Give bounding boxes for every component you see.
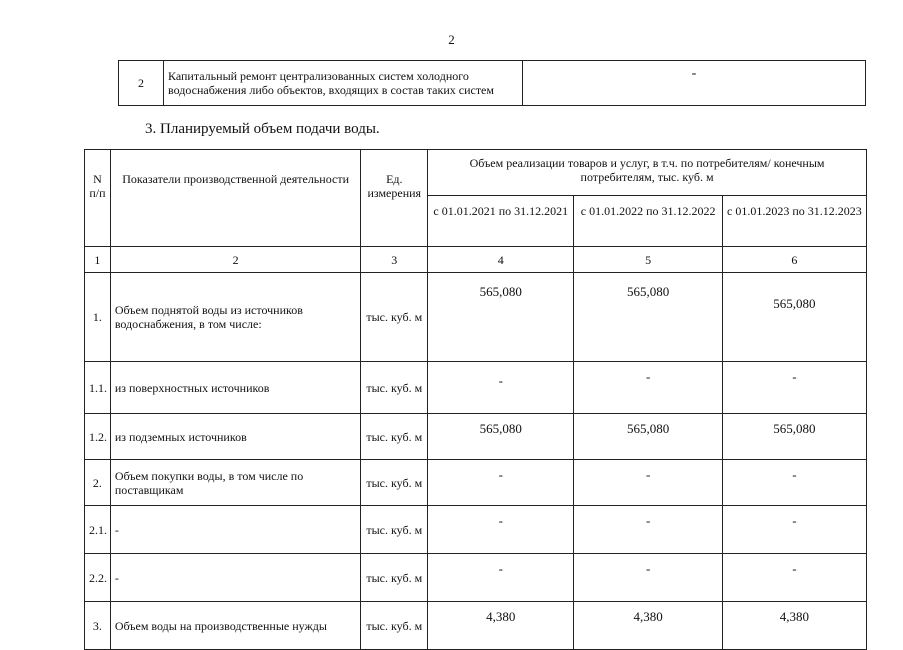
row-name: Объем покупки воды, в том числе по поставщикам	[110, 460, 361, 506]
row-name: -	[110, 554, 361, 602]
table-row	[85, 506, 867, 554]
table-row	[85, 414, 867, 460]
col-number: 3	[361, 247, 428, 273]
row-number: 3.	[85, 602, 111, 650]
row-unit: тыс. куб. м	[361, 554, 428, 602]
value-2022: -	[574, 460, 722, 506]
table-row	[85, 602, 867, 650]
row-number: 2.	[85, 460, 111, 506]
col-number: 1	[85, 247, 111, 273]
value-2021: 565,080	[428, 273, 574, 362]
row-unit: тыс. куб. м	[361, 362, 428, 414]
row-name: -	[110, 506, 361, 554]
table-row	[85, 273, 867, 362]
row-name: из поверхностных источников	[110, 362, 361, 414]
row-unit: тыс. куб. м	[361, 602, 428, 650]
value-2021: -	[428, 554, 574, 602]
row-number: 1.	[85, 273, 111, 362]
header-indicator: Показатели производственной деятельности	[110, 150, 361, 247]
header-period-2021: с 01.01.2021 по 31.12.2021	[428, 196, 574, 247]
header-period-2023: с 01.01.2023 по 31.12.2023	[722, 196, 866, 247]
value-2023: -	[722, 554, 866, 602]
value-2021: -	[428, 362, 574, 414]
header-period-2022: с 01.01.2022 по 31.12.2022	[574, 196, 722, 247]
row-unit: тыс. куб. м	[361, 506, 428, 554]
value-2023: 565,080	[722, 414, 866, 460]
row-unit: тыс. куб. м	[361, 414, 428, 460]
value-2023: -	[722, 362, 866, 414]
value-2021: 565,080	[428, 414, 574, 460]
row-number: 2.2.	[85, 554, 111, 602]
value-2023: 565,080	[722, 273, 866, 362]
row-name: Объем поднятой воды из источников водоснабжения, в том числе:	[110, 273, 361, 362]
value-2022: 4,380	[574, 602, 722, 650]
col-number: 4	[428, 247, 574, 273]
row-unit: тыс. куб. м	[361, 273, 428, 362]
col-number: 2	[110, 247, 361, 273]
top-table	[118, 60, 866, 106]
value-2022: -	[574, 554, 722, 602]
value-2022: -	[574, 506, 722, 554]
row-number: 2.1.	[85, 506, 111, 554]
header-row	[85, 150, 867, 196]
value-2023: 4,380	[722, 602, 866, 650]
col-number: 5	[574, 247, 722, 273]
row-number: 1.1.	[85, 362, 111, 414]
row-number: 1.2.	[85, 414, 111, 460]
value-2022: -	[574, 362, 722, 414]
table-row	[85, 554, 867, 602]
value-2023: -	[722, 460, 866, 506]
table-row	[85, 362, 867, 414]
water-supply-table	[84, 149, 867, 650]
row-unit: тыс. куб. м	[361, 460, 428, 506]
value-2021: 4,380	[428, 602, 574, 650]
header-num: N п/п	[85, 150, 111, 247]
row-text: Капитальный ремонт централизованных систем холодного водоснабжения либо объектов, входящих в состав таких систем	[164, 61, 523, 106]
value-2022: 565,080	[574, 273, 722, 362]
header-volume: Объем реализации товаров и услуг, в т.ч. по потребителям/ конечным потребителям, тыс. куб. м	[428, 150, 867, 196]
value-2021: -	[428, 460, 574, 506]
row-name: из подземных источников	[110, 414, 361, 460]
value-2022: 565,080	[574, 414, 722, 460]
value-2021: -	[428, 506, 574, 554]
col-number: 6	[722, 247, 866, 273]
table-row	[85, 460, 867, 506]
row-value: -	[523, 61, 866, 106]
row-number: 2	[119, 61, 164, 106]
header-unit: Ед. измерения	[361, 150, 428, 247]
value-2023: -	[722, 506, 866, 554]
section-heading: 3. Планируемый объем подачи воды.	[145, 121, 380, 137]
page-number: 2	[448, 32, 455, 47]
table-row	[119, 61, 866, 106]
column-number-row	[85, 247, 867, 273]
row-name: Объем воды на производственные нужды	[110, 602, 361, 650]
